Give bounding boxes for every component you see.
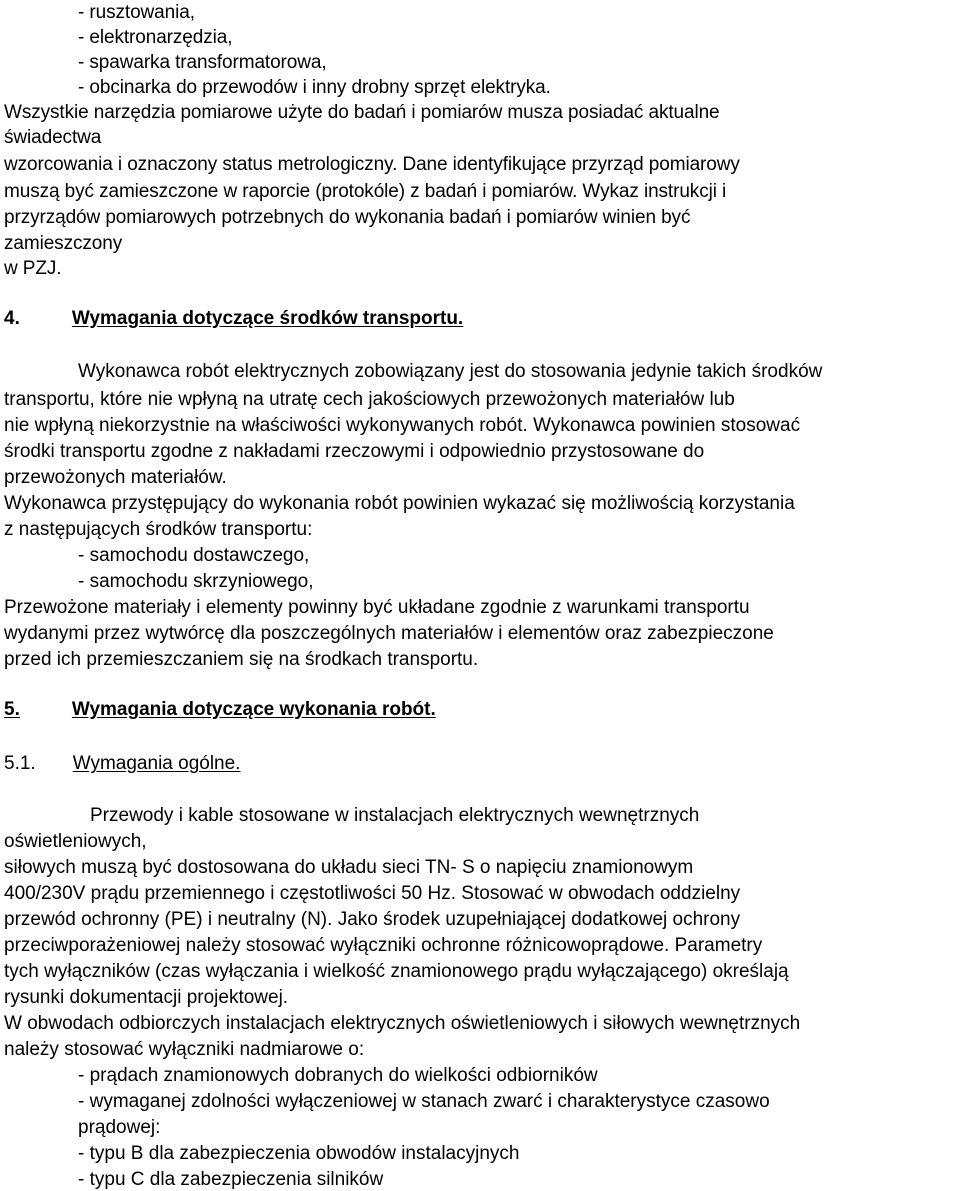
section-title: Wymagania dotyczące środków transportu.	[71, 308, 464, 329]
text-line: Przewożone materiały i elementy powinny być układane zgodnie z warunkami transportu	[4, 597, 750, 618]
text-line: w PZJ.	[4, 258, 62, 279]
section-number: 5.1.	[4, 753, 36, 774]
text-line: należy stosować wyłączniki nadmiarowe o:	[4, 1039, 365, 1060]
list-item: - wymaganej zdolności wyłączeniowej w stanach zwarć i charakterystyce czasowo	[78, 1091, 770, 1112]
list-item: - typu C dla zabezpieczenia silników	[78, 1169, 384, 1190]
text-line: Wykonawca robót elektrycznych zobowiązany jest do stosowania jedynie takich środków	[78, 361, 823, 382]
text-line: rysunki dokumentacji projektowej.	[4, 987, 289, 1008]
list-item: - typu B dla zabezpieczenia obwodów instalacyjnych	[78, 1143, 520, 1164]
text-line: świadectwa	[4, 127, 102, 148]
text-line: W obwodach odbiorczych instalacjach elektrycznych oświetleniowych i siłowych wewnętrznych	[4, 1013, 801, 1034]
text-line: 400/230V prądu przemiennego i częstotliwości 50 Hz. Stosować w obwodach oddzielny	[4, 883, 741, 904]
list-item: - obcinarka do przewodów i inny drobny sprzęt elektryka.	[78, 77, 551, 98]
text-line: przewożonych materiałów.	[4, 467, 227, 488]
section-heading-5-1	[4, 754, 240, 773]
list-item: - elektronarzędzia,	[78, 27, 233, 48]
text-line: z następujących środków transportu:	[4, 519, 313, 540]
text-line: wzorcowania i oznaczony status metrologiczny. Dane identyfikujące przyrząd pomiarowy	[4, 154, 740, 175]
text-line: oświetleniowych,	[4, 831, 147, 852]
section-heading-5	[4, 700, 436, 719]
text-line: przeciwporażeniowej należy stosować wyłączniki ochronne różnicowoprądowe. Parametry	[4, 935, 763, 956]
text-line: transportu, które nie wpłyną na utratę cech jakościowych przewożonych materiałów lub	[4, 389, 735, 410]
text-line: muszą być zamieszczone w raporcie (protokóle) z badań i pomiarów. Wykaz instrukcji i	[4, 181, 727, 202]
text-line: przyrządów pomiarowych potrzebnych do wykonania badań i pomiarów winien być	[4, 207, 691, 228]
text-line: tych wyłączników (czas wyłączania i wielkość znamionowego prądu wyłączającego) określają	[4, 961, 789, 982]
text-line: wydanymi przez wytwórcę dla poszczególnych materiałów i elementów oraz zabezpieczone	[4, 623, 774, 644]
section-number: 4.	[4, 308, 20, 329]
list-item: - samochodu dostawczego,	[78, 545, 310, 566]
section-title: Wymagania dotyczące wykonania robót.	[71, 699, 436, 720]
list-item: - rusztowania,	[78, 2, 195, 23]
text-line: przewód ochronny (PE) i neutralny (N). Jako środek uzupełniającej dodatkowej ochrony	[4, 909, 741, 930]
text-line: przed ich przemieszczaniem się na środkach transportu.	[4, 649, 479, 670]
text-line: środki transportu zgodne z nakładami rzeczowymi i odpowiednio przystosowane do	[4, 441, 705, 462]
text-line: nie wpłyną niekorzystnie na właściwości wykonywanych robót. Wykonawca powinien stosować	[4, 415, 801, 436]
list-item: - samochodu skrzyniowego,	[78, 571, 314, 592]
list-item: prądowej:	[78, 1117, 161, 1138]
list-item: - spawarka transformatorowa,	[78, 52, 327, 73]
section-title: Wymagania ogólne.	[72, 753, 241, 774]
text-line: Przewody i kable stosowane w instalacjach elektrycznych wewnętrznych	[90, 805, 700, 826]
section-number: 5.	[4, 699, 20, 720]
list-item: - prądach znamionowych dobranych do wielkości odbiorników	[78, 1065, 598, 1086]
text-line: siłowych muszą być dostosowana do układu sieci TN- S o napięciu znamionowym	[4, 857, 694, 878]
section-heading-4	[4, 309, 463, 328]
text-line: Wykonawca przystępujący do wykonania robót powinien wykazać się możliwością korzystania	[4, 493, 795, 514]
text-line: Wszystkie narzędzia pomiarowe użyte do badań i pomiarów musza posiadać aktualne	[4, 102, 720, 123]
text-line: zamieszczony	[4, 233, 123, 254]
